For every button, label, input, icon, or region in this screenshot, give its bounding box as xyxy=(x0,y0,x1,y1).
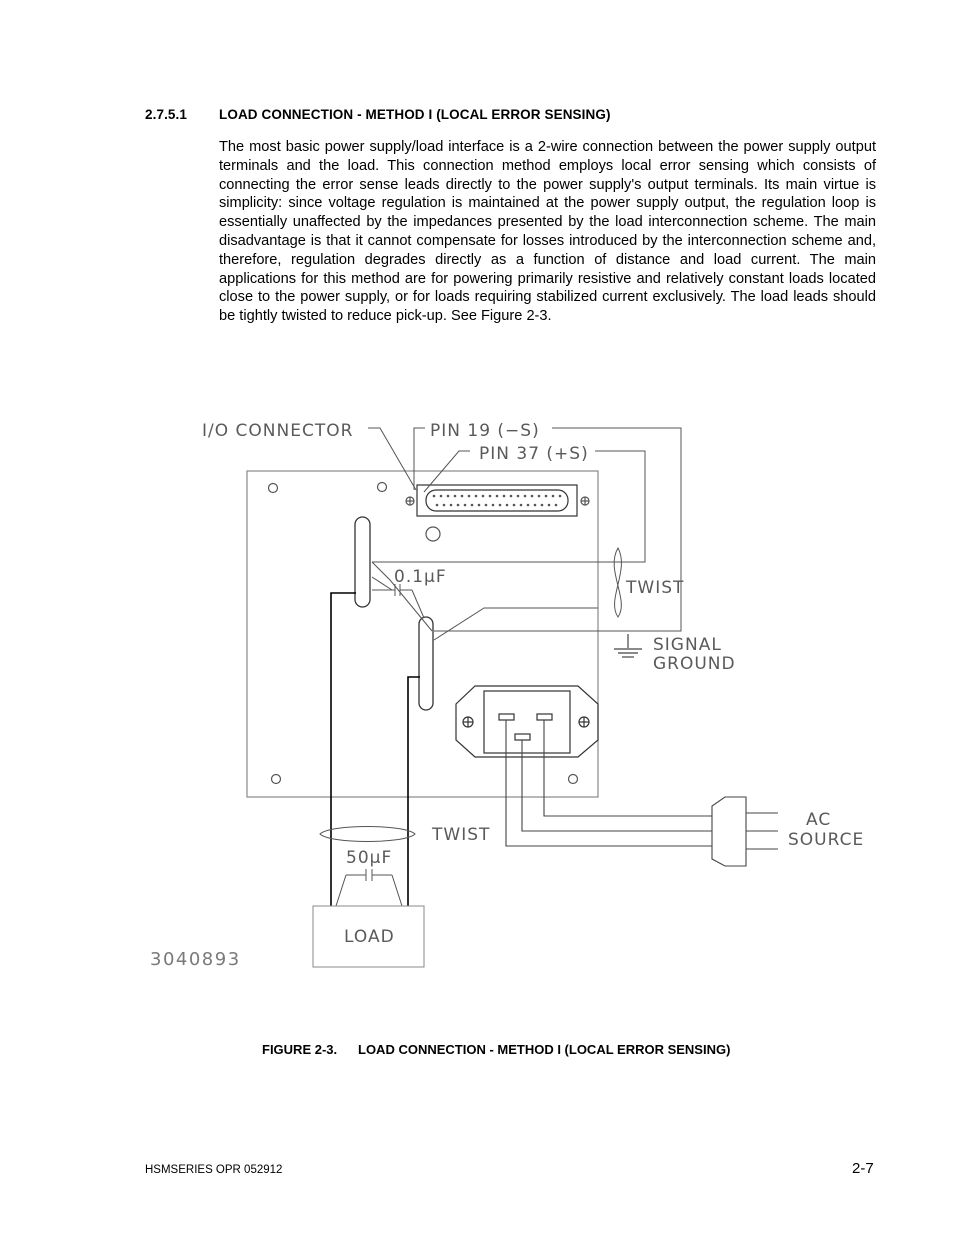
pin19-label: PIN 19 (−S) xyxy=(430,421,540,441)
section-number: 2.7.5.1 xyxy=(145,107,187,122)
figure-number: FIGURE 2-3. xyxy=(262,1042,338,1057)
body-paragraph: The most basic power supply/load interface is a 2-wire connection between the power supply output terminals and the load. This connection method employs local error sensing which consists of connecting the error sense leads directly to the power supply's output terminals. Its main virtue is simplicity: since voltage regulation is maintained at the power supply output, the regulation loop is essentially unaffected by the impedances presented by the load interconnection scheme. The main disadvantage is that it cannot compensate for losses introduced by the interconnection scheme and, therefore, regulation degrades directly as a function of distance and load current. The main applications for this method are for powering primarily resistive and relatively constant loads located close to the power supply, or for loads requiring stabilized current exclusively. The load leads should be tightly twisted to reduce pick-up. See Figure 2-3. xyxy=(219,139,876,325)
twist-top-label: TWIST xyxy=(626,578,685,598)
section-title: LOAD CONNECTION - METHOD I (LOCAL ERROR SENSING) xyxy=(219,107,611,122)
load-label: LOAD xyxy=(344,927,395,947)
source-label: SOURCE xyxy=(788,830,865,850)
ground-label: GROUND xyxy=(653,654,736,674)
io-connector-label: I/O CONNECTOR xyxy=(202,421,354,441)
pin37-label: PIN 37 (+S) xyxy=(479,444,589,464)
footer-page-number: 2-7 xyxy=(852,1160,874,1177)
footer-doc-id: HSMSERIES OPR 052912 xyxy=(145,1164,283,1176)
figure-title: LOAD CONNECTION - METHOD I (LOCAL ERROR SENSING) xyxy=(358,1042,731,1057)
twist-bottom-label: TWIST xyxy=(432,825,491,845)
cap-small-label: 0.1µF xyxy=(394,567,447,587)
drawing-id: 3040893 xyxy=(150,949,241,970)
figure-caption xyxy=(262,1042,730,1057)
cap-large-label: 50µF xyxy=(346,848,393,868)
ac-label: AC xyxy=(806,810,832,830)
signal-label: SIGNAL xyxy=(653,635,722,655)
